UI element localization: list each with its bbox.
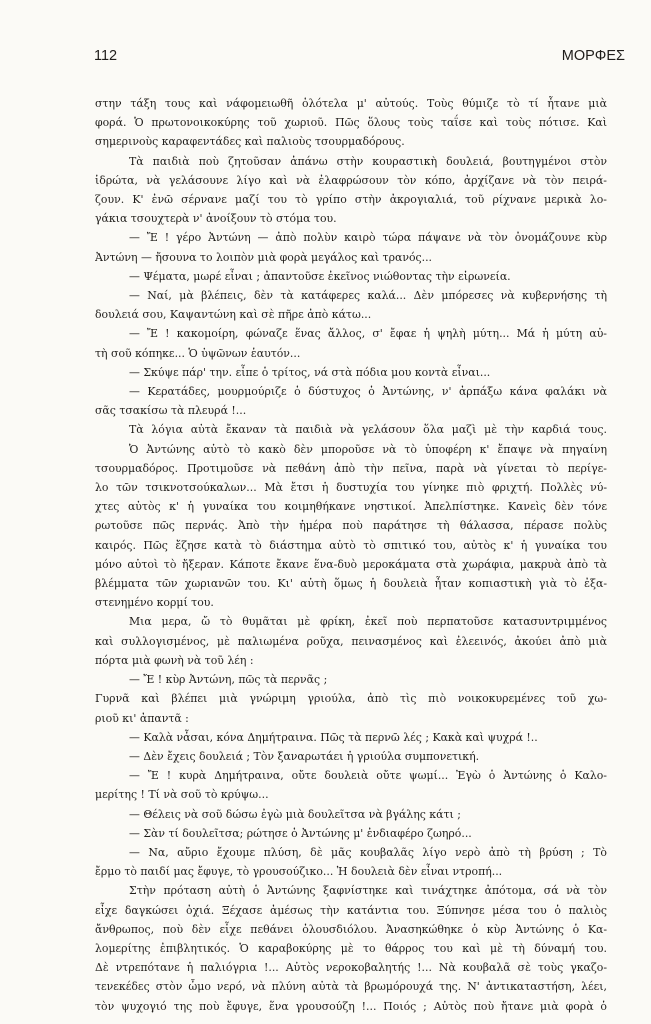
text-line: φορά. Ὁ πρωτονοικοκύρης τοῦ χωριοῦ. Πῶς ὅλους τοὺς ταΐσε καὶ τοὺς πότισε. Καὶ bbox=[95, 116, 607, 130]
text-line: πόρτα μιὰ φωνὴ νὰ τοῦ λέη : bbox=[95, 653, 254, 667]
text-line: Στὴν πρόταση αὐτὴ ὁ Ἀντώνης ξαφνίστηκε καὶ τινάχτηκε ἀπότομα, σά νὰ τὸν bbox=[129, 884, 607, 898]
text-line: — Να, αὔριο ἔχουμε πλύση, δὲ μᾶς κουβαλᾶς λίγο νερὸ ἀπὸ τὴ βρύση ; Τὸ bbox=[129, 845, 607, 859]
text-line: ριοῦ κι' ἀπαντᾶ : bbox=[95, 711, 189, 725]
text-line: — Σὰν τί δουλεῖτσα; ρώτησε ὁ Ἀντώνης μ' ἐνδιαφέρο ζωηρό... bbox=[129, 826, 472, 840]
text-line: — Ἔ ! κὺρ Ἀντώνη, πῶς τὰ περνᾶς ; bbox=[129, 673, 328, 687]
text-line: ζουν. Κ' ἐνῶ σέρνανε μαζί του τὸ γρίπο στὴν ἀκρογιαλιά, τοῦ ρίχνανε μερικὰ λο- bbox=[95, 193, 607, 207]
text-line: δουλειά σου, Καψαντώνη καὶ σὲ πῆρε ἀπὸ κάτω... bbox=[95, 308, 372, 322]
text-line: σημερινοὺς καραφεντάδες καὶ παλιοὺς τσουρμαδόρους. bbox=[95, 135, 405, 149]
text-line: χτες αὐτὸς κ' ἡ γυναίκα του κοιμηθήκανε νηστικοί. Ἀπελπίστηκε. Κανεὶς δὲν τόνε bbox=[95, 500, 607, 514]
text-line: Τὰ λόγια αὐτὰ ἔκαναν τὰ παιδιὰ νὰ γελάσουν ὅλα μαζὶ μὲ τὴν καρδιά τους. bbox=[129, 423, 607, 437]
text-line: ἔρμο τὸ παιδί μας ἔφυγε, τὸ γρουσούζικο... Ἡ δουλειὰ δὲν εἶναι ντροπή... bbox=[95, 865, 503, 879]
body-text bbox=[95, 94, 607, 1016]
text-line: βλέμματα τῶν χωριανῶν του. Κι' αὐτὴ ὅμως ἡ δουλειὰ ἦταν κοπιαστικὴ γιὰ τὸ ἐξα- bbox=[95, 577, 607, 591]
text-line: σᾶς τσακίσω τὰ πλευρά !... bbox=[95, 404, 247, 418]
text-line: γάκια τσουχτερὰ ν' ἀνοίξουν τὸ στόμα του. bbox=[95, 212, 337, 226]
text-line: ἱδρώτα, νὰ γελάσουνε λίγο καὶ νὰ ἐλαφρώσουν τὸν κόπο, ἀρχίζανε νὰ τὸν πειρά- bbox=[95, 173, 607, 187]
text-line: καὶ συλλογισμένος, μὲ παλιωμένα ροῦχα, πεινασμένος καὶ ἐλεεινός, ἀκούει ἀπὸ μιὰ bbox=[95, 634, 607, 648]
text-line: τενεκέδες στὸν ὦμο νερό, νὰ πλύνη αὐτὰ τὰ βρωμόρουχά της. Ν' ἀντικαταστήση, λέει, bbox=[95, 980, 607, 994]
text-line: Ὁ Ἀντώνης αὐτὸ τὸ κακὸ δὲν μποροῦσε νὰ τὸ ὑποφέρη κ' ἔπαψε νὰ πηγαίνη bbox=[129, 442, 607, 456]
text-line: — Ναί, μὰ βλέπεις, δὲν τὰ κατάφερες καλά... Δὲν μπόρεσες νὰ κυβερνήσης τὴ bbox=[129, 289, 607, 303]
text-line: μόνο αὐτοὶ τὸ ἤξεραν. Κάποτε ἔκανε ἕνα-δυὸ μεροκάματα στὰ χωράφια, μακρυὰ ἀπὸ τὰ bbox=[95, 557, 607, 571]
text-line: στενημένο κορμί του. bbox=[95, 596, 214, 610]
text-line: καιρός. Πῶς ἔζησε κατὰ τὸ διάστημα αὐτὸ τὸ σπιτικό του, αὐτὸς κ' ἡ γυναίκα του bbox=[95, 538, 607, 552]
text-line: Μια μερα, ὤ τὸ θυμᾶται μὲ φρίκη, ἐκεῖ ποὺ περπατοῦσε κατασυντριμμένος bbox=[129, 615, 607, 629]
text-line: τὸν ψυχογιό της ποὺ ἔφυγε, ἕνα γρουσούζη !... Ποιός ; Αὐτὸς ποὺ ἤτανε μιὰ φορὰ ὁ bbox=[95, 999, 607, 1013]
text-line: Δὲ ντρεπότανε ἡ παλιόγρια !... Αὐτὸς νεροκοβαλητής !... Νὰ κουβαλᾶ σὲ τοὺς γκαζο- bbox=[95, 961, 607, 975]
running-title: ΜΟΡΦΕΣ bbox=[561, 48, 625, 64]
page-header bbox=[94, 48, 625, 64]
text-line: — Δὲν ἔχεις δουλειά ; Τὸν ξαναρωτάει ἡ γριούλα συμπονετική. bbox=[129, 749, 480, 763]
text-line: τὴ σοῦ κόπηκε... Ὁ ὑψῶνων ἑαυτόν... bbox=[95, 346, 301, 360]
text-line: εἶχε δαγκώσει ὀχιά. Ξέχασε ἀμέσως τὴν κατάντια του. Ξύπνησε μέσα του ὁ παλιὸς bbox=[95, 903, 607, 917]
text-line: — Κερατάδες, μουρμούριζε ὁ δύστυχος ὁ Ἀντώνης, ν' ἀρπάξω κάνα φαλάκι νὰ bbox=[129, 385, 607, 399]
text-line: Γυρνᾶ καὶ βλέπει μιὰ γνώριμη γριούλα, ἀπὸ τὶς πιὸ νοικοκυρεμένες τοῦ χω- bbox=[95, 692, 607, 706]
text-line: — Θέλεις νὰ σοῦ δώσω ἐγὼ μιὰ δουλεῖτσα νὰ βγάλης κάτι ; bbox=[129, 807, 461, 821]
text-line: — Ψέματα, μωρέ εἶναι ; ἀπαντοῦσε ἐκεῖνος νιώθοντας τὴν εἰρωνεία. bbox=[129, 269, 511, 283]
text-line: — Ἔ ! κακομοίρη, φώναζε ἕνας ἄλλος, σ' ἔφαε ἡ ψηλὴ μύτη... Μά ἡ μύτη αὐ- bbox=[129, 327, 607, 341]
text-line: — Ἔ ! κυρὰ Δημήτραινα, οὔτε δουλειὰ οὔτε ψωμί... Ἐγὼ ὁ Ἀντώνης ὁ Καλο- bbox=[129, 769, 607, 783]
text-line: λο τῶν τσικνοτσούκαλων... Μὰ ἔτσι ἡ δυστυχία του γίνηκε πιὸ φριχτή. Πολλὲς νύ- bbox=[95, 481, 607, 495]
text-line: μερίτης ! Τί νὰ σοῦ τὸ κρύψω... bbox=[95, 788, 269, 802]
text-line: λομερίτης ἐπιβλητικός. Ὁ καραβοκύρης μὲ το θάρρος του καὶ μὲ τὴ δύναμή του. bbox=[95, 941, 607, 955]
text-line: ρωτοῦσε πῶς περνάς. Ἀπὸ τὴν ἡμέρα ποὺ παράτησε τὴ θάλασσα, πέρασε πολὺς bbox=[95, 519, 607, 533]
text-line: τσουρμαδόρος. Προτιμοῦσε νὰ πεθάνη ἀπὸ τὴν πεῖνα, παρὰ νὰ γίνεται τὸ περίγε- bbox=[95, 461, 607, 475]
text-line: στην τάξη τους καὶ νάφομειωθῆ ὁλότελα μ' αὐτούς. Τοὺς θύμιζε τὸ τί ἦτανε μιὰ bbox=[95, 97, 607, 110]
text-line: Τὰ παιδιὰ ποὺ ζητοῦσαν ἀπάνω στὴν κουραστικὴ δουλειά, βουτηγμένοι στὸν bbox=[129, 154, 607, 168]
text-line: — Καλὰ νἆσαι, κόνα Δημήτραινα. Πῶς τὰ περνῶ λές ; Κακὰ καὶ ψυχρά !.. bbox=[129, 730, 538, 744]
page-number: 112 bbox=[94, 48, 118, 64]
text-line: Ἀντώνη — ἤσουνα το λοιπὸν μιὰ φορὰ μεγάλος καὶ τρανός... bbox=[95, 250, 432, 264]
text-line: ἄνθρωπος, ποὺ δὲν εἶχε πεθάνει ὁλουσδιόλου. Ἀνασηκώθηκε ὁ κὺρ Ἀντώνης ὁ Κα- bbox=[95, 922, 607, 936]
text-line: — Σκύψε πάρ' την. εἶπε ὁ τρίτος, νά στὰ πόδια μου κοντὰ εἶναι... bbox=[129, 365, 491, 379]
text-line: — Ἔ ! γέρο Ἀντώνη — ἀπὸ πολὺν καιρὸ τώρα πάψανε νὰ τὸν ὀνομάζουνε κὺρ bbox=[129, 231, 607, 245]
